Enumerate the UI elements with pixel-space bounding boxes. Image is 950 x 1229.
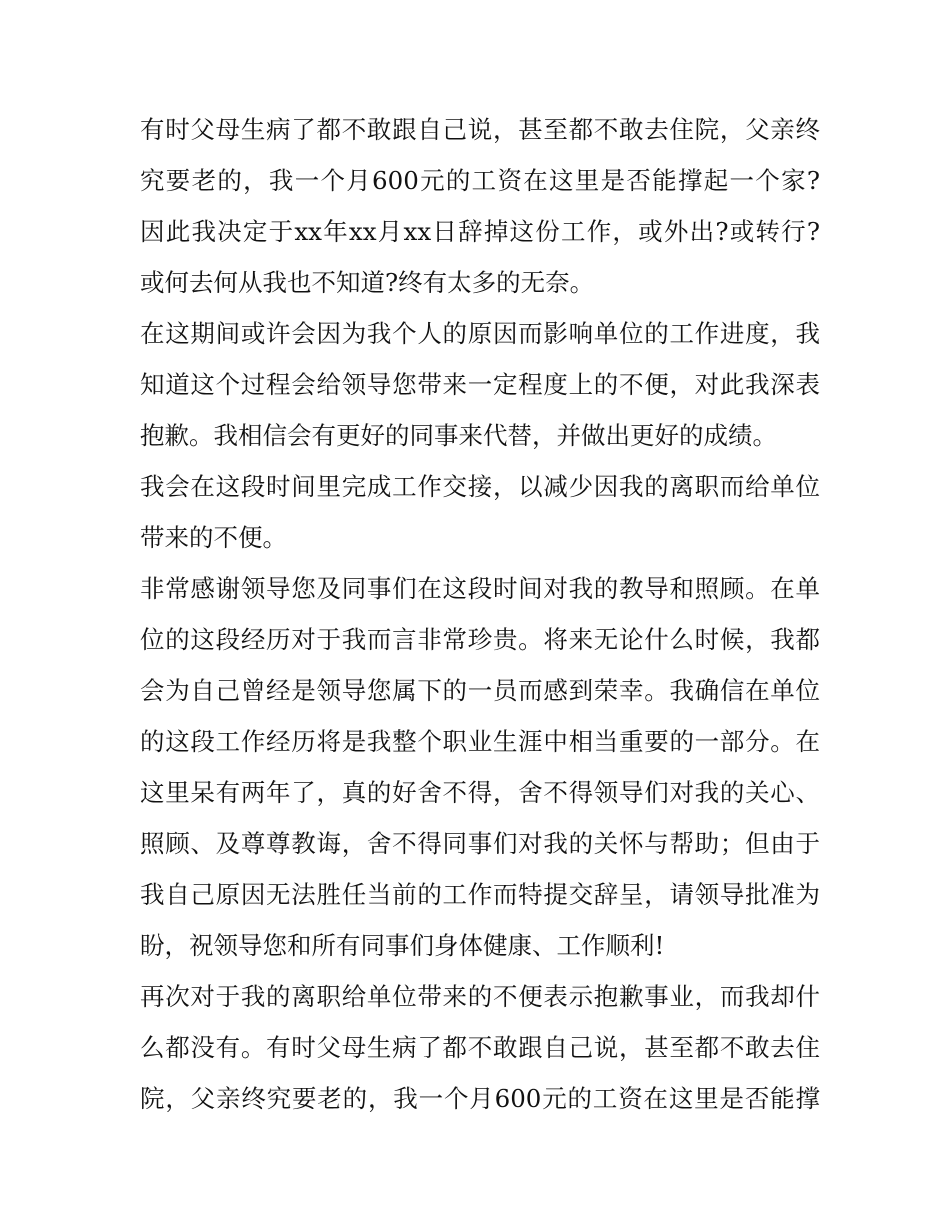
paragraph bbox=[140, 308, 820, 461]
paragraph bbox=[140, 461, 820, 563]
document-body bbox=[140, 104, 820, 1124]
text-line: 有时父母生病了都不敢跟自己说，甚至都不敢去住院，父亲终 bbox=[140, 115, 820, 144]
text-line: 照顾、及尊尊教诲，舍不得同事们对我的关怀与帮助；但由于 bbox=[140, 829, 820, 858]
text-line: 知道这个过程会给领导您带来一定程度上的不便，对此我深表 bbox=[140, 370, 820, 399]
text-line: 抱歉。我相信会有更好的同事来代替，并做出更好的成绩。 bbox=[140, 421, 777, 450]
paragraph bbox=[140, 104, 820, 308]
paragraph bbox=[140, 971, 820, 1124]
text-line: 会为自己曾经是领导您属下的一员而感到荣幸。我确信在单位 bbox=[140, 676, 820, 705]
text-line: 我自己原因无法胜任当前的工作而特提交辞呈，请领导批准为 bbox=[140, 880, 820, 909]
text-line: 么都没有。有时父母生病了都不敢跟自己说，甚至都不敢去住 bbox=[140, 1033, 820, 1062]
text-line: 带来的不便。 bbox=[140, 523, 287, 552]
text-line: 因此我决定于xx年xx月xx日辞掉这份工作，或外出?或转行? bbox=[140, 217, 820, 246]
text-line: 盼，祝领导您和所有同事们身体健康、工作顺利! bbox=[140, 931, 665, 960]
text-line: 这里呆有两年了，真的好舍不得，舍不得领导们对我的关心、 bbox=[140, 778, 820, 807]
text-line: 非常感谢领导您及同事们在这段时间对我的教导和照顾。在单 bbox=[140, 574, 820, 603]
text-line: 的这段工作经历将是我整个职业生涯中相当重要的一部分。在 bbox=[140, 727, 820, 756]
text-line: 究要老的，我一个月600元的工资在这里是否能撑起一个家? bbox=[140, 166, 820, 195]
text-line: 院，父亲终究要老的，我一个月600元的工资在这里是否能撑 bbox=[140, 1084, 820, 1113]
text-line: 我会在这段时间里完成工作交接，以减少因我的离职而给单位 bbox=[140, 472, 820, 501]
text-line: 位的这段经历对于我而言非常珍贵。将来无论什么时候，我都 bbox=[140, 625, 820, 654]
paragraph bbox=[140, 563, 820, 971]
text-line: 再次对于我的离职给单位带来的不便表示抱歉事业，而我却什 bbox=[140, 982, 820, 1011]
text-line: 或何去何从我也不知道?终有太多的无奈。 bbox=[140, 268, 595, 297]
text-line: 在这期间或许会因为我个人的原因而影响单位的工作进度，我 bbox=[140, 319, 820, 348]
